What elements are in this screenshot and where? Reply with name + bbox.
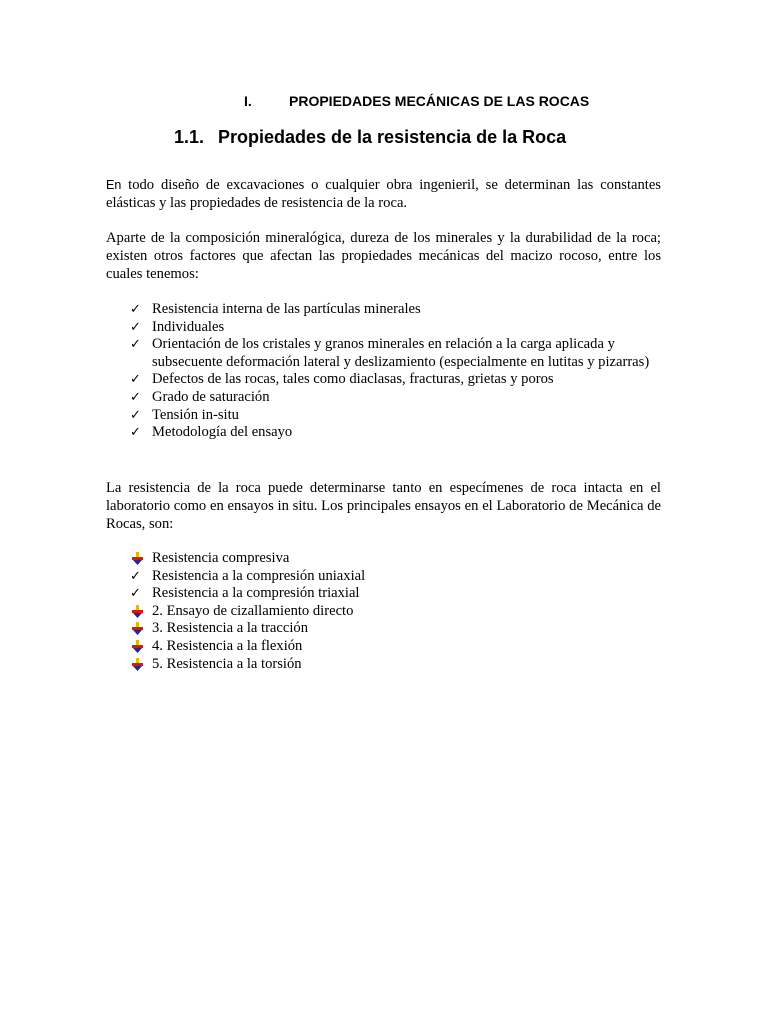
- test-text: Resistencia compresiva: [152, 550, 290, 566]
- section-title: Propiedades de la resistencia de la Roca: [218, 127, 567, 147]
- intro-paragraph: [106, 176, 661, 212]
- factor-text: Individuales: [152, 318, 225, 335]
- test-list-item: [130, 568, 650, 586]
- factors-paragraph: Aparte de la composición mineralógica, dureza de los minerales y la durabilidad de la roca; existen otros factores que afectan las propiedades mecánicas del macizo rocoso, entre los cuales tenemos:: [106, 230, 661, 282]
- factor-list-item: [130, 424, 650, 442]
- factor-list-item: [130, 319, 650, 337]
- checkmark-icon: ✓: [130, 425, 141, 441]
- factor-text: Resistencia interna de las partículas minerales: [152, 301, 421, 317]
- test-list-item: [130, 550, 650, 568]
- checkmark-icon: ✓: [130, 302, 141, 317]
- checkmark-icon: ✓: [130, 389, 141, 405]
- checkmark-icon: ✓: [130, 407, 141, 423]
- checkmark-icon: ✓: [130, 319, 141, 335]
- section-heading: [174, 127, 566, 148]
- test-list-item: [130, 620, 650, 638]
- factor-text: Defectos de las rocas, tales como diaclasas, fracturas, grietas y poros: [152, 371, 554, 388]
- factor-list-item: [130, 389, 650, 407]
- checkmark-icon: ✓: [130, 568, 141, 584]
- test-list-item: [130, 656, 650, 674]
- arrow-bullet-icon: [130, 603, 146, 620]
- chapter-title: PROPIEDADES MECÁNICAS DE LAS ROCAS: [289, 93, 590, 109]
- test-list-item: [130, 603, 650, 621]
- intro-paragraph-text: todo diseño de excavaciones o cualquier obra ingenieril, se determinan las constantes elásticas y las propiedades de resistencia de la roca.: [106, 177, 661, 211]
- test-text: Resistencia a la compresión triaxial: [152, 585, 360, 602]
- tests-list: [130, 550, 650, 673]
- factor-list-item: [130, 336, 650, 371]
- test-list-item: [130, 638, 650, 656]
- chapter-number: I.: [244, 93, 252, 109]
- checkmark-icon: ✓: [130, 337, 141, 353]
- test-text: 4. Resistencia a la flexión: [152, 637, 303, 654]
- chapter-heading: [244, 93, 589, 109]
- arrow-bullet-icon: [130, 656, 146, 673]
- checkmark-icon: ✓: [130, 372, 141, 388]
- arrow-bullet-icon: [130, 620, 146, 637]
- checkmark-icon: ✓: [130, 586, 141, 602]
- factor-text: Tensión in-situ: [152, 406, 239, 423]
- test-text: 2. Ensayo de cizallamiento directo: [152, 602, 354, 619]
- factors-list: [130, 301, 650, 442]
- factor-list-item: [130, 407, 650, 425]
- test-text: Resistencia a la compresión uniaxial: [152, 567, 366, 584]
- factor-list-item: [130, 301, 650, 319]
- tests-paragraph: La resistencia de la roca puede determinarse tanto en especímenes de roca intacta en el laboratorio como en ensayos in situ. Los principales ensayos en el Laboratorio de Mecánica de Rocas, son:: [106, 480, 661, 532]
- test-text: 3. Resistencia a la tracción: [152, 620, 309, 637]
- section-number: 1.1.: [174, 127, 205, 147]
- arrow-bullet-icon: [130, 550, 146, 567]
- factor-text: Grado de saturación: [152, 388, 270, 405]
- test-list-item: [130, 585, 650, 603]
- factor-list-item: [130, 371, 650, 389]
- arrow-bullet-icon: [130, 638, 146, 655]
- factor-text: Orientación de los cristales y granos minerales en relación a la carga aplicada y subsecuente deformación lateral y deslizamiento (especialmente en lutitas y pizarras): [152, 336, 650, 370]
- test-text: 5. Resistencia a la torsión: [152, 655, 302, 672]
- factor-text: Metodología del ensayo: [152, 424, 293, 441]
- intro-first-word: En: [106, 178, 122, 192]
